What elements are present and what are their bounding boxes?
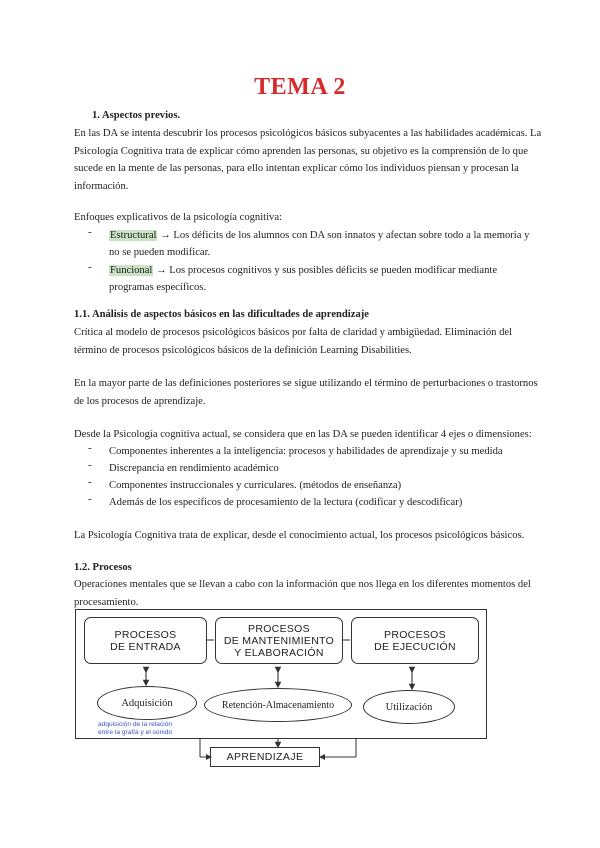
list-dash: - [88,477,92,488]
ellipse-retencion: Retención-Almacenamiento [204,688,352,722]
list-dash: - [88,227,92,238]
text-line: Psicología Cognitiva trata de explicar cómo aprenden las personas, su objetivo es la comprensión de lo que [74,145,528,157]
section-1-heading: 1. Aspectos previos. [92,110,181,121]
enfoque-text-cont: programas específicos. [109,282,207,293]
handwritten-note [98,721,172,737]
enfoque-estructural [109,227,529,245]
enfoque-text: Los déficits de los alumnos con DA son innatos y afectan sobre todo a la memoria y [170,230,530,241]
section-1-1-p1 [74,324,529,359]
arrow-icon: → [156,265,167,276]
box-procesos-entrada [84,617,207,664]
text-line: En la mayor parte de las definiciones posteriores se sigue utilizando el término de perturbaciones o trastornos [74,378,538,389]
text-line: Operaciones mentales que se llevan a cabo con la información que nos llega en los diferentes momentos del [74,579,531,590]
list-dash: - [88,262,92,273]
section-1-paragraph [74,125,542,195]
section-1-1-heading: 1.1. Análisis de aspectos básicos en las dificultades de aprendizaje [74,309,369,320]
arrow-icon: → [160,230,171,241]
list-dash: - [88,460,92,471]
enfoque-funcional [109,262,497,280]
box-label: DE ENTRADA [110,640,181,653]
list-dash: - [88,443,92,454]
ellipse-utilizacion: Utilización [363,690,455,724]
box-label: Y ELABORACIÓN [234,646,324,659]
section-1-2-paragraph [74,576,529,611]
text-line: información. [74,180,129,192]
eje-item: Además de los específicos de procesamiento de la lectura (codificar y descodificar) [109,497,463,508]
eje-item: Discrepancia en rendimiento académico [109,463,279,474]
text-line: procesamiento. [74,596,139,608]
box-label: DE EJECUCIÓN [374,640,456,653]
note-line: adquisición de la relación [98,721,173,728]
box-aprendizaje: APRENDIZAJE [210,747,320,767]
box-label: PROCESOS [114,628,177,641]
term-highlight: Funcional [110,265,153,276]
text-line: de los procesos de aprendizaje. [74,395,206,407]
term-highlight: Estructural [110,230,157,241]
section-1-2-heading: 1.2. Procesos [74,562,132,573]
section-1-1-p2 [74,375,538,410]
text-line: En las DA se intenta descubrir los procesos psicológicos básicos subyacentes a las habilidades académicas. La [74,128,542,139]
enfoques-intro: Enfoques explicativos de la psicología cognitiva: [74,212,282,223]
eje-item: Componentes inherentes a la inteligencia: procesos y habilidades de aprendizaje y su medida [109,446,503,457]
enfoque-text-cont: no se pueden modificar. [109,247,211,258]
text-line: Crítica al modelo de procesos psicológicos básicos por falta de claridad y ambigüedad. Eliminación del [74,327,513,338]
enfoque-text: Los procesos cognitivos y sus posibles déficits se pueden modificar mediante [166,265,498,276]
box-label: PROCESOS [248,622,310,635]
eje-item: Componentes instruccionales y curriculares. (métodos de enseñanza) [109,480,402,491]
box-procesos-mantenimiento [215,617,343,664]
page-title: TEMA 2 [254,74,346,100]
box-procesos-ejecucion [351,617,479,664]
ellipse-adquisicion: Adquisición [97,686,197,720]
section-1-1-p3: Desde la Psicología cognitiva actual, se considera que en las DA se pueden identificar 4 ejes o dimensiones: [74,429,532,440]
section-1-1-p4: La Psicología Cognitiva trata de explicar, desde el conocimiento actual, los procesos psicológicos básicos. [74,530,525,541]
box-label: PROCESOS [384,628,446,641]
text-line: sucede en la mente de las personas, para ello intentan explicar cómo los individuos piensan y procesan la [74,163,519,175]
text-line: término de procesos psicológicos básicos de la definición Learning Disabilities. [74,344,412,356]
box-label: DE MANTENIMIENTO [223,634,335,647]
list-dash: - [88,494,92,505]
note-line: entre la grafía y el sonido [98,729,173,736]
